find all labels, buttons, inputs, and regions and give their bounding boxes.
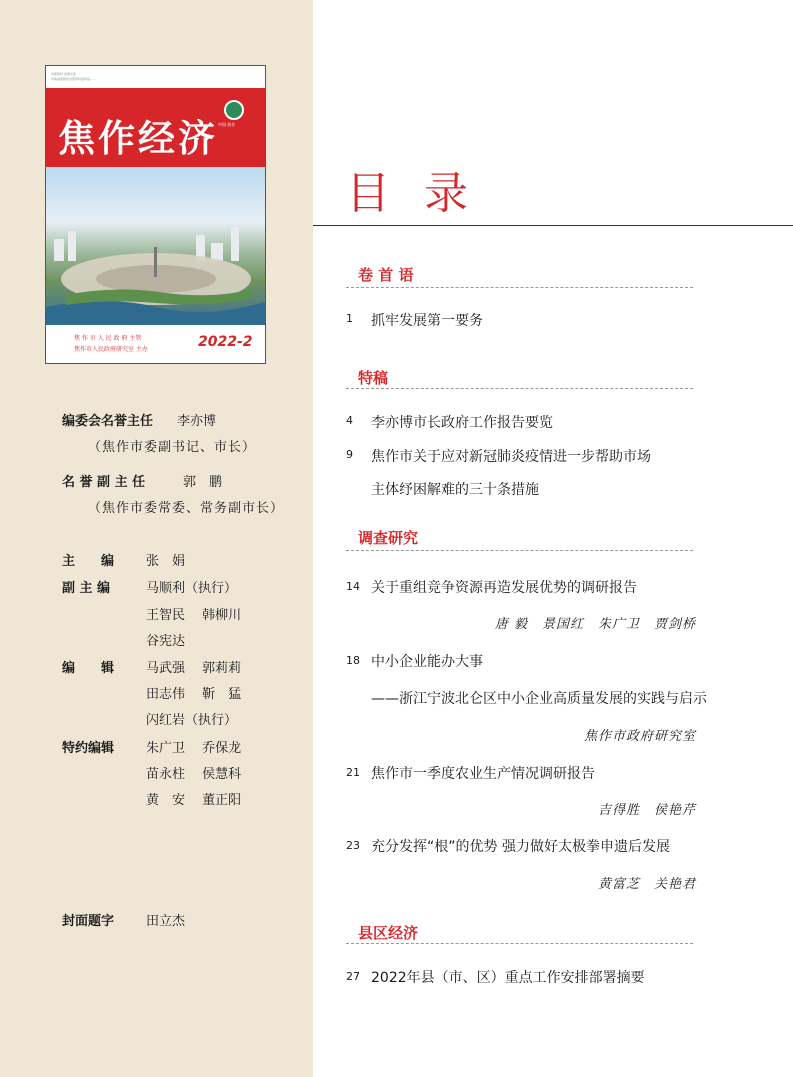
toc-entry-title[interactable]: 抓牢发展第一要务 bbox=[371, 313, 483, 329]
toc-entry-title[interactable]: 充分发挥“根”的优势 强力做好太极拳申遗后发展 bbox=[371, 839, 670, 855]
section-title-research: 调查研究 bbox=[358, 529, 419, 547]
cover-tiny-line: 河南省连续性内部资料准印证…… bbox=[51, 77, 97, 81]
cover-title: 焦作经济 bbox=[58, 116, 218, 160]
cover-org-line: 焦 作 市 人 民 政 府 主管 bbox=[74, 335, 142, 342]
section-title-county-economy: 县区经济 bbox=[358, 924, 419, 942]
cover-tiny-line: 内部资料 免费交流 bbox=[51, 72, 76, 76]
section-title-feature: 特稿 bbox=[358, 369, 389, 387]
toc-entry-title[interactable]: 焦作市关于应对新冠肺炎疫情进一步帮助市场 bbox=[371, 449, 651, 465]
special-editor-names: 苗永柱 侯慧科 bbox=[146, 767, 242, 782]
cover-footer bbox=[46, 325, 265, 364]
cover-header bbox=[46, 66, 265, 88]
toc-page-number: 18 bbox=[346, 654, 360, 667]
cover-org-line: 焦作市人民政府研究室 主办 bbox=[74, 346, 148, 353]
heading-divider bbox=[313, 225, 793, 226]
honorary-deputy-label: 名 誉 副 主 任 bbox=[62, 475, 146, 490]
landscape-illustration bbox=[46, 167, 265, 325]
section-divider bbox=[346, 943, 693, 944]
toc-page-number: 14 bbox=[346, 580, 360, 593]
toc-heading: 目 录 bbox=[346, 168, 478, 219]
editor-names: 闪红岩（执行） bbox=[146, 713, 238, 728]
toc-entry-title[interactable]: 焦作市一季度农业生产情况调研报告 bbox=[371, 766, 595, 782]
toc-page-number: 4 bbox=[346, 414, 353, 427]
editor-names: 马武强 郭莉莉 bbox=[146, 661, 242, 676]
toc-page-number: 21 bbox=[346, 766, 360, 779]
honorary-director-note: （焦作市委副书记、市长） bbox=[88, 440, 257, 455]
toc-page-number: 27 bbox=[346, 970, 360, 983]
section-divider bbox=[346, 550, 693, 551]
toc-entry-author: 唐 毅 景国红 朱广卫 贾剑桥 bbox=[494, 617, 696, 632]
deputy-chief-names: 谷宪达 bbox=[146, 634, 186, 649]
toc-entry-author: 吉得胜 侯艳芹 bbox=[597, 803, 696, 818]
honorary-deputy-name: 郭 鹏 bbox=[183, 475, 223, 490]
toc-entry-author: 焦作市政府研究室 bbox=[583, 729, 696, 744]
cover-image bbox=[45, 65, 266, 364]
toc-entry-title[interactable]: 2022年县（市、区）重点工作安排部署摘要 bbox=[371, 970, 645, 986]
honorary-deputy-note: （焦作市委常委、常务副市长） bbox=[88, 501, 285, 516]
special-editors-label: 特约编辑 bbox=[62, 741, 115, 756]
toc-entry-subtitle[interactable]: ——浙江宁波北仑区中小企业高质量发展的实践与启示 bbox=[371, 691, 707, 707]
section-divider bbox=[346, 388, 693, 389]
cover-calligraphy-label: 封面题字 bbox=[62, 914, 115, 929]
toc-page-number: 23 bbox=[346, 839, 360, 852]
toc-entry-title[interactable]: 关于重组竞争资源再造发展优势的调研报告 bbox=[371, 580, 637, 596]
cover-calligraphy-name: 田立杰 bbox=[146, 914, 186, 929]
special-editor-names: 朱广卫 乔保龙 bbox=[146, 741, 242, 756]
editor-names: 田志伟 靳 猛 bbox=[146, 687, 242, 702]
toc-page-number: 1 bbox=[346, 312, 353, 325]
toc-entry-author: 黄富芝 关艳君 bbox=[597, 877, 696, 892]
cover-logo-text: 中国·焦作 bbox=[218, 122, 236, 127]
editors-label: 编 辑 bbox=[62, 661, 115, 676]
section-title-preface: 卷 首 语 bbox=[358, 266, 414, 284]
cover-city-photo bbox=[46, 167, 265, 325]
deputy-chief-names: 马顺利（执行） bbox=[146, 581, 238, 596]
chief-editor-name: 张 娟 bbox=[146, 554, 186, 569]
honorary-director-label: 编委会名誉主任 bbox=[62, 414, 154, 429]
cover-issue-number: 2022-2 bbox=[198, 334, 253, 350]
toc-page-number: 9 bbox=[346, 448, 353, 461]
magazine-logo-icon bbox=[224, 100, 244, 120]
toc-entry-title[interactable]: 李亦博市长政府工作报告要览 bbox=[371, 415, 553, 431]
special-editor-names: 黄 安 董正阳 bbox=[146, 793, 242, 808]
deputy-chief-names: 王智民 韩柳川 bbox=[146, 608, 242, 623]
deputy-chief-label: 副 主 编 bbox=[62, 581, 111, 596]
toc-entry-title[interactable]: 中小企业能办大事 bbox=[371, 654, 483, 670]
chief-editor-label: 主 编 bbox=[62, 554, 115, 569]
toc-entry-title-cont[interactable]: 主体纾困解难的三十条措施 bbox=[371, 482, 539, 498]
honorary-director-name: 李亦博 bbox=[177, 414, 217, 429]
section-divider bbox=[346, 287, 693, 288]
